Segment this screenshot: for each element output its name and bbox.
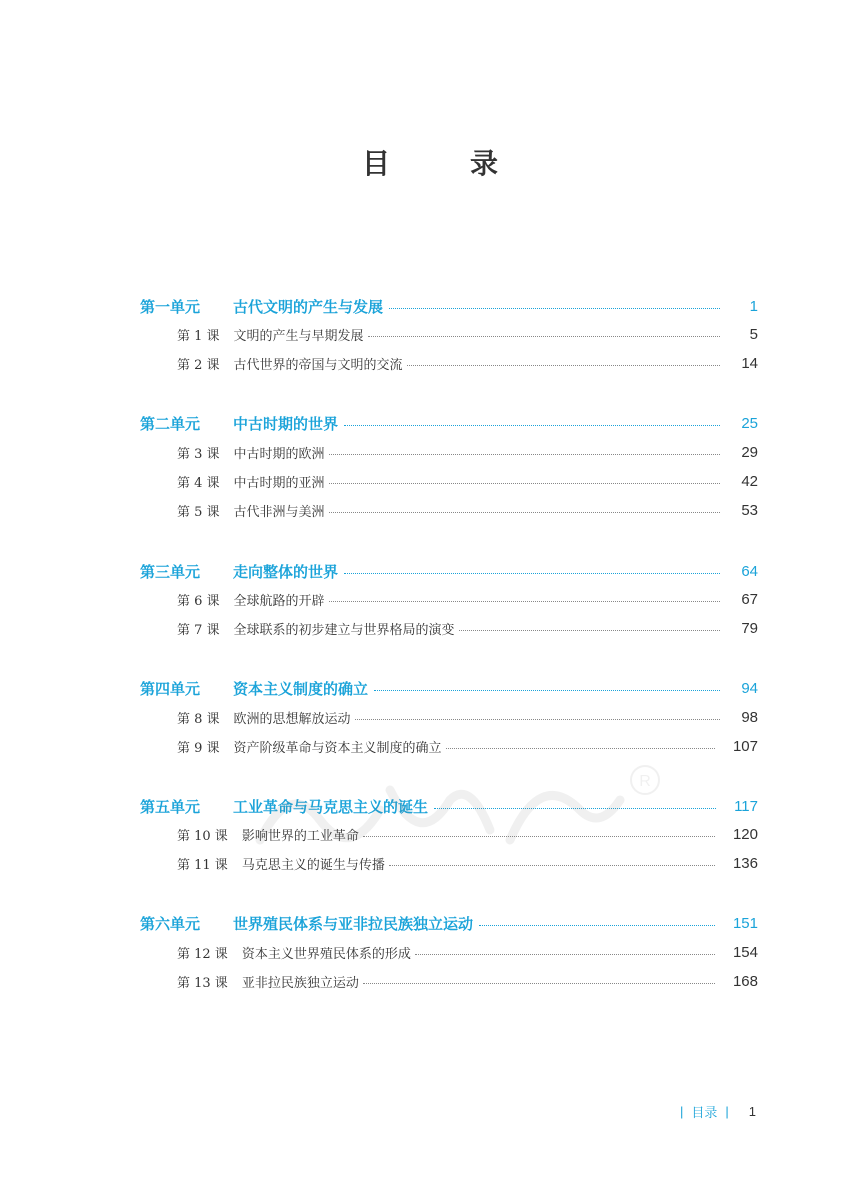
toc-unit-1[interactable] [140,294,758,318]
unit-label: 第四单元 [140,679,201,698]
dot-leader [329,454,720,455]
lesson-title: 资本主义世界殖民体系的形成 [241,946,411,962]
dot-leader [446,748,715,749]
footer-section-label: 目录 [691,1105,718,1120]
unit-page-number: 117 [734,797,758,815]
lesson-page-number: 107 [732,737,758,755]
lesson-label: 第 3 课 [177,446,220,462]
lesson-title: 全球航路的开辟 [233,593,325,609]
toc-unit-2[interactable] [140,411,758,435]
lesson-label: 第 8 课 [177,711,220,727]
lesson-page-number: 98 [741,708,758,726]
dot-leader [344,573,720,574]
dot-leader [363,983,715,984]
lesson-label: 第 11 课 [177,857,228,873]
unit-title: 资本主义制度的确立 [233,679,369,698]
toc-unit-6[interactable] [140,911,758,935]
dot-leader [389,308,720,309]
unit-page-number: 151 [732,914,758,932]
lesson-label: 第 2 课 [177,357,220,373]
toc-lesson-9[interactable] [177,734,758,758]
lesson-page-number: 136 [732,854,758,872]
lesson-page-number: 154 [732,943,758,961]
lesson-title: 古代世界的帝国与文明的交流 [233,357,403,373]
lesson-label: 第 5 课 [177,504,220,520]
lesson-label: 第 10 课 [177,828,228,844]
toc-lesson-3[interactable] [177,440,758,464]
lesson-page-number: 42 [741,472,758,490]
lesson-page-number: 168 [732,972,758,990]
unit-label: 第二单元 [140,414,201,433]
toc-lesson-13[interactable] [177,969,758,993]
dot-leader [415,954,715,955]
lesson-page-number: 5 [749,325,758,343]
toc-lesson-5[interactable] [177,498,758,522]
unit-label: 第五单元 [140,797,201,816]
toc-lesson-8[interactable] [177,705,758,729]
unit-page-number: 25 [741,414,758,432]
dot-leader [329,512,720,513]
unit-title: 古代文明的产生与发展 [233,297,384,316]
unit-title: 世界殖民体系与亚非拉民族独立运动 [233,914,474,933]
lesson-page-number: 79 [741,619,758,637]
lesson-title: 全球联系的初步建立与世界格局的演变 [233,622,455,638]
watermark-logo [250,760,670,870]
page-footer [680,1102,756,1121]
toc-lesson-6[interactable] [177,587,758,611]
dot-leader [374,690,720,691]
dot-leader [479,925,715,926]
svg-text:R: R [639,773,651,790]
unit-label: 第一单元 [140,297,201,316]
lesson-label: 第 7 课 [177,622,220,638]
page-number: 1 [748,1104,756,1119]
unit-label: 第三单元 [140,562,201,581]
toc-unit-4[interactable] [140,676,758,700]
lesson-label: 第 4 课 [177,475,220,491]
dot-leader [344,425,720,426]
lesson-label: 第 12 课 [177,946,228,962]
lesson-label: 第 13 课 [177,975,228,991]
unit-title: 走向整体的世界 [233,562,339,581]
unit-label: 第六单元 [140,914,201,933]
lesson-title: 古代非洲与美洲 [233,504,325,520]
toc-lesson-2[interactable] [177,351,758,375]
dot-leader [368,336,720,337]
unit-page-number: 94 [741,679,758,697]
lesson-title: 马克思主义的诞生与传播 [241,857,385,873]
unit-title: 中古时期的世界 [233,414,339,433]
dot-leader [407,365,720,366]
lesson-label: 第 6 课 [177,593,220,609]
dot-leader [459,630,720,631]
toc-lesson-7[interactable] [177,616,758,640]
lesson-title: 资产阶级革命与资本主义制度的确立 [233,740,442,756]
page-title: 目 录 [361,147,524,180]
unit-title: 工业革命与马克思主义的诞生 [233,797,429,816]
divider: | [679,1104,684,1119]
lesson-title: 中古时期的欧洲 [233,446,325,462]
dot-leader [329,483,720,484]
lesson-title: 欧洲的思想解放运动 [233,711,351,727]
lesson-page-number: 53 [741,501,758,519]
dot-leader [355,719,720,720]
lesson-title: 影响世界的工业革命 [241,828,359,844]
toc-lesson-4[interactable] [177,469,758,493]
divider: | [725,1104,729,1119]
toc-lesson-1[interactable] [177,322,758,346]
lesson-label: 第 9 课 [177,740,220,756]
lesson-title: 亚非拉民族独立运动 [241,975,359,991]
lesson-page-number: 14 [741,354,758,372]
lesson-page-number: 67 [741,590,758,608]
toc-unit-3[interactable] [140,559,758,583]
dot-leader [329,601,720,602]
lesson-page-number: 29 [741,443,758,461]
lesson-title: 中古时期的亚洲 [233,475,325,491]
unit-page-number: 64 [741,562,758,580]
toc-lesson-12[interactable] [177,940,758,964]
lesson-title: 文明的产生与早期发展 [233,328,364,344]
lesson-page-number: 120 [732,825,758,843]
unit-page-number: 1 [749,297,758,315]
lesson-label: 第 1 课 [177,328,220,344]
